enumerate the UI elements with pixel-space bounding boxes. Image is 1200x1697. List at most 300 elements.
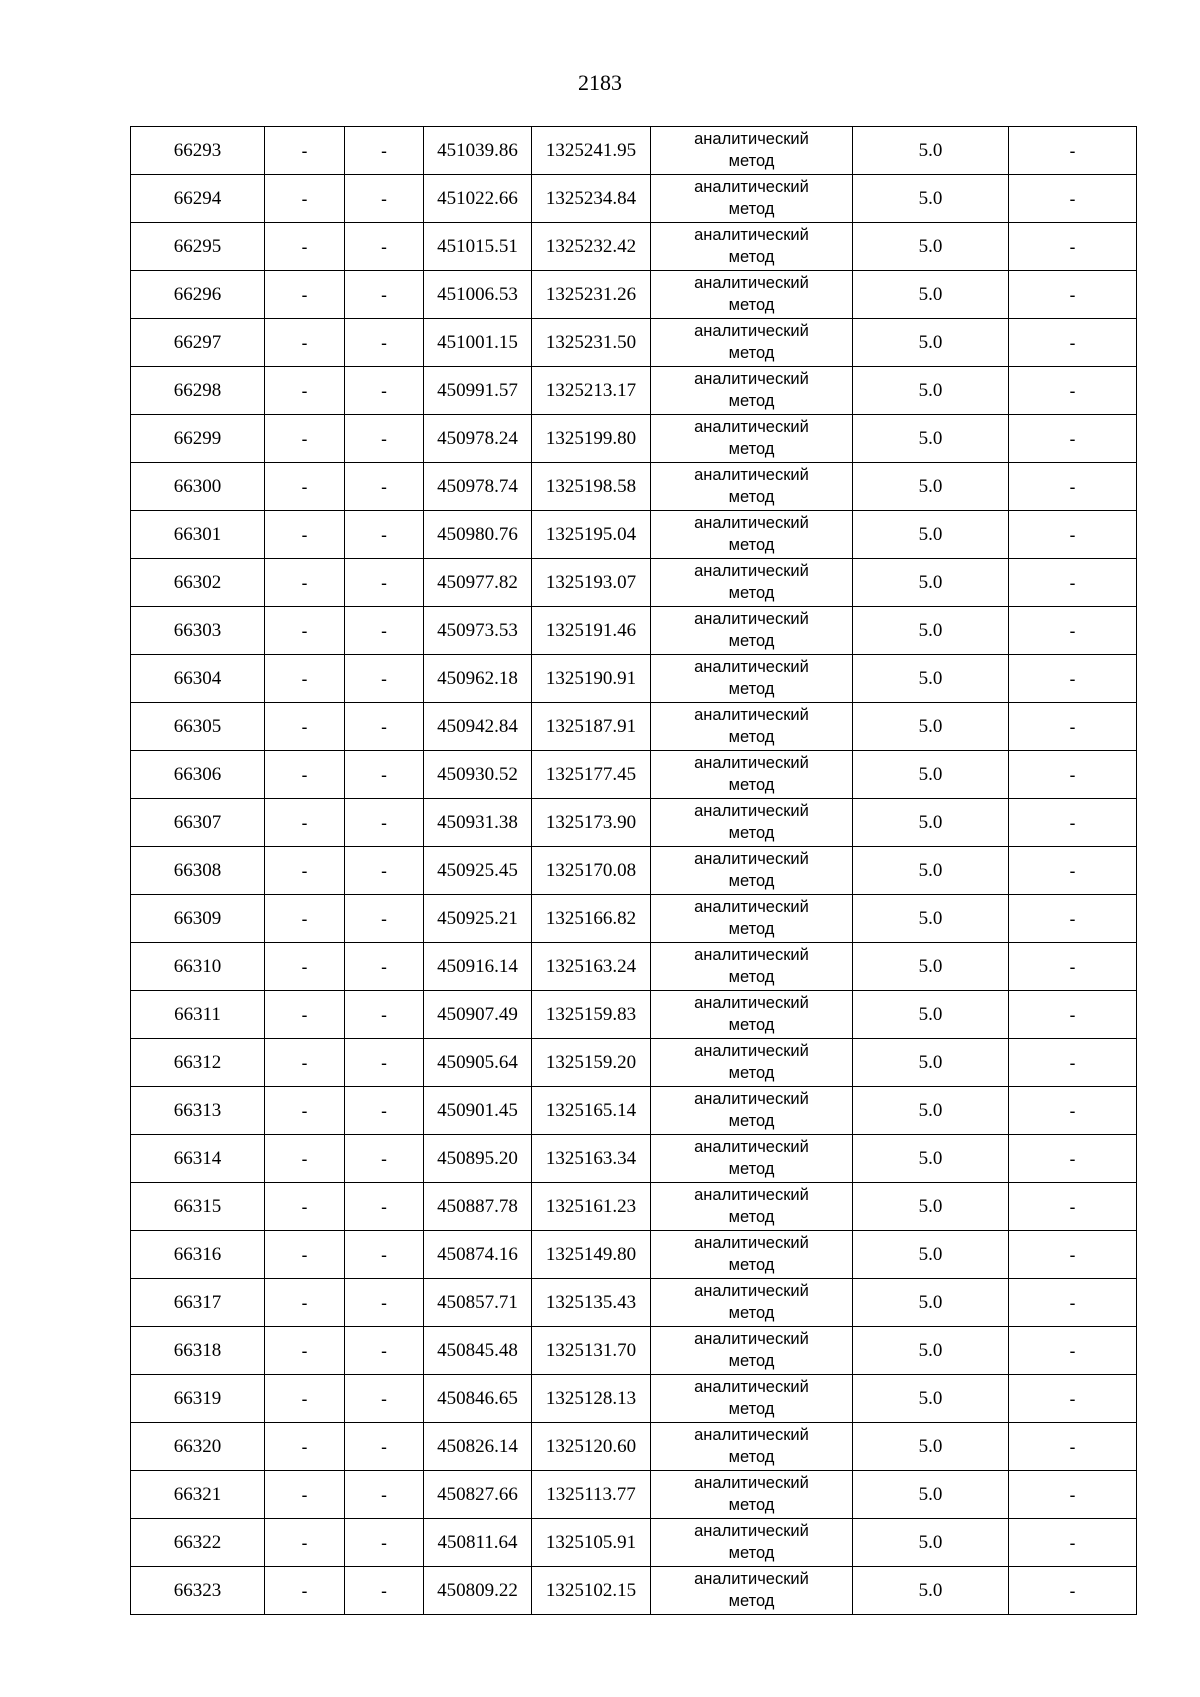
accuracy-cell: 5.0	[853, 127, 1009, 175]
note-cell: -	[1009, 319, 1137, 367]
empty-value-cell: -	[345, 415, 424, 463]
accuracy-cell: 5.0	[853, 511, 1009, 559]
point-id-cell: 66309	[131, 895, 265, 943]
empty-value-cell: -	[265, 1039, 345, 1087]
y-coordinate-cell: 1325173.90	[532, 799, 651, 847]
empty-value-cell: -	[265, 1231, 345, 1279]
empty-value-cell: -	[345, 1519, 424, 1567]
method-cell	[651, 1471, 853, 1519]
method-line-2: метод	[728, 1399, 775, 1418]
y-coordinate-cell: 1325113.77	[532, 1471, 651, 1519]
empty-value-cell: -	[265, 127, 345, 175]
x-coordinate-cell: 450978.74	[424, 463, 532, 511]
point-id-cell: 66298	[131, 367, 265, 415]
accuracy-cell: 5.0	[853, 991, 1009, 1039]
method-line-2: метод	[728, 967, 775, 986]
method-line-2: метод	[728, 343, 775, 362]
x-coordinate-cell: 450826.14	[424, 1423, 532, 1471]
table-row	[131, 271, 1137, 319]
empty-value-cell: -	[265, 1423, 345, 1471]
method-line-2: метод	[728, 1063, 775, 1082]
method-line-1: аналитический	[694, 1522, 809, 1541]
note-cell: -	[1009, 1231, 1137, 1279]
method-line-1: аналитический	[694, 418, 809, 437]
x-coordinate-cell: 451015.51	[424, 223, 532, 271]
method-cell	[651, 271, 853, 319]
point-id-cell: 66310	[131, 943, 265, 991]
accuracy-cell: 5.0	[853, 559, 1009, 607]
point-id-cell: 66302	[131, 559, 265, 607]
method-line-2: метод	[728, 727, 775, 746]
table-row	[131, 1375, 1137, 1423]
method-line-2: метод	[728, 247, 775, 266]
accuracy-cell: 5.0	[853, 1375, 1009, 1423]
method-line-1: аналитический	[694, 994, 809, 1013]
note-cell: -	[1009, 1471, 1137, 1519]
method-cell	[651, 559, 853, 607]
table-row	[131, 655, 1137, 703]
empty-value-cell: -	[345, 1279, 424, 1327]
x-coordinate-cell: 450925.45	[424, 847, 532, 895]
table-row	[131, 1471, 1137, 1519]
table-row	[131, 847, 1137, 895]
y-coordinate-cell: 1325159.20	[532, 1039, 651, 1087]
method-line-2: метод	[728, 1111, 775, 1130]
x-coordinate-cell: 450827.66	[424, 1471, 532, 1519]
empty-value-cell: -	[345, 799, 424, 847]
method-line-2: метод	[728, 1159, 775, 1178]
y-coordinate-cell: 1325120.60	[532, 1423, 651, 1471]
point-id-cell: 66312	[131, 1039, 265, 1087]
note-cell: -	[1009, 463, 1137, 511]
empty-value-cell: -	[265, 1135, 345, 1183]
method-line-1: аналитический	[694, 850, 809, 869]
empty-value-cell: -	[265, 415, 345, 463]
method-line-1: аналитический	[694, 658, 809, 677]
method-cell	[651, 655, 853, 703]
y-coordinate-cell: 1325159.83	[532, 991, 651, 1039]
accuracy-cell: 5.0	[853, 1471, 1009, 1519]
method-line-1: аналитический	[694, 946, 809, 965]
y-coordinate-cell: 1325199.80	[532, 415, 651, 463]
empty-value-cell: -	[345, 847, 424, 895]
note-cell: -	[1009, 751, 1137, 799]
note-cell: -	[1009, 511, 1137, 559]
note-cell: -	[1009, 1375, 1137, 1423]
method-line-2: метод	[728, 871, 775, 890]
y-coordinate-cell: 1325128.13	[532, 1375, 651, 1423]
method-line-1: аналитический	[694, 1090, 809, 1109]
empty-value-cell: -	[345, 223, 424, 271]
empty-value-cell: -	[265, 1279, 345, 1327]
method-cell	[651, 943, 853, 991]
y-coordinate-cell: 1325241.95	[532, 127, 651, 175]
point-id-cell: 66296	[131, 271, 265, 319]
page-number: 2183	[578, 70, 622, 95]
note-cell: -	[1009, 367, 1137, 415]
empty-value-cell: -	[265, 1567, 345, 1615]
method-line-2: метод	[728, 631, 775, 650]
accuracy-cell: 5.0	[853, 319, 1009, 367]
x-coordinate-cell: 450978.24	[424, 415, 532, 463]
method-cell	[651, 991, 853, 1039]
point-id-cell: 66297	[131, 319, 265, 367]
empty-value-cell: -	[345, 703, 424, 751]
accuracy-cell: 5.0	[853, 895, 1009, 943]
method-cell	[651, 1279, 853, 1327]
note-cell: -	[1009, 1423, 1137, 1471]
x-coordinate-cell: 450977.82	[424, 559, 532, 607]
point-id-cell: 66300	[131, 463, 265, 511]
table-row	[131, 415, 1137, 463]
empty-value-cell: -	[265, 463, 345, 511]
y-coordinate-cell: 1325193.07	[532, 559, 651, 607]
accuracy-cell: 5.0	[853, 1279, 1009, 1327]
method-cell	[651, 799, 853, 847]
empty-value-cell: -	[345, 463, 424, 511]
table-row	[131, 1039, 1137, 1087]
empty-value-cell: -	[345, 607, 424, 655]
x-coordinate-cell: 450905.64	[424, 1039, 532, 1087]
accuracy-cell: 5.0	[853, 415, 1009, 463]
method-cell	[651, 1567, 853, 1615]
empty-value-cell: -	[345, 367, 424, 415]
accuracy-cell: 5.0	[853, 1519, 1009, 1567]
method-cell	[651, 367, 853, 415]
note-cell: -	[1009, 175, 1137, 223]
empty-value-cell: -	[345, 1567, 424, 1615]
method-cell	[651, 751, 853, 799]
method-line-2: метод	[728, 679, 775, 698]
table-row	[131, 463, 1137, 511]
point-id-cell: 66293	[131, 127, 265, 175]
y-coordinate-cell: 1325231.50	[532, 319, 651, 367]
point-id-cell: 66320	[131, 1423, 265, 1471]
accuracy-cell: 5.0	[853, 1087, 1009, 1135]
x-coordinate-cell: 450962.18	[424, 655, 532, 703]
x-coordinate-cell: 450980.76	[424, 511, 532, 559]
y-coordinate-cell: 1325131.70	[532, 1327, 651, 1375]
point-id-cell: 66319	[131, 1375, 265, 1423]
note-cell: -	[1009, 847, 1137, 895]
method-line-1: аналитический	[694, 226, 809, 245]
accuracy-cell: 5.0	[853, 655, 1009, 703]
x-coordinate-cell: 450895.20	[424, 1135, 532, 1183]
empty-value-cell: -	[345, 127, 424, 175]
empty-value-cell: -	[345, 1135, 424, 1183]
point-id-cell: 66321	[131, 1471, 265, 1519]
method-line-1: аналитический	[694, 1570, 809, 1589]
note-cell: -	[1009, 223, 1137, 271]
table-row	[131, 559, 1137, 607]
x-coordinate-cell: 450942.84	[424, 703, 532, 751]
method-line-1: аналитический	[694, 898, 809, 917]
empty-value-cell: -	[265, 1327, 345, 1375]
empty-value-cell: -	[265, 1087, 345, 1135]
table-row	[131, 127, 1137, 175]
method-line-2: метод	[728, 1015, 775, 1034]
method-line-1: аналитический	[694, 466, 809, 485]
x-coordinate-cell: 450811.64	[424, 1519, 532, 1567]
y-coordinate-cell: 1325135.43	[532, 1279, 651, 1327]
point-id-cell: 66313	[131, 1087, 265, 1135]
method-cell	[651, 1519, 853, 1567]
accuracy-cell: 5.0	[853, 703, 1009, 751]
x-coordinate-cell: 450907.49	[424, 991, 532, 1039]
method-cell	[651, 223, 853, 271]
point-id-cell: 66323	[131, 1567, 265, 1615]
method-line-2: метод	[728, 1543, 775, 1562]
y-coordinate-cell: 1325198.58	[532, 463, 651, 511]
method-line-1: аналитический	[694, 1282, 809, 1301]
point-id-cell: 66314	[131, 1135, 265, 1183]
empty-value-cell: -	[265, 607, 345, 655]
y-coordinate-cell: 1325165.14	[532, 1087, 651, 1135]
y-coordinate-cell: 1325190.91	[532, 655, 651, 703]
table-row	[131, 751, 1137, 799]
accuracy-cell: 5.0	[853, 1231, 1009, 1279]
accuracy-cell: 5.0	[853, 847, 1009, 895]
method-cell	[651, 511, 853, 559]
y-coordinate-cell: 1325163.24	[532, 943, 651, 991]
method-line-1: аналитический	[694, 802, 809, 821]
point-id-cell: 66294	[131, 175, 265, 223]
point-id-cell: 66317	[131, 1279, 265, 1327]
method-line-2: метод	[728, 1447, 775, 1466]
table-row	[131, 1135, 1137, 1183]
table-row	[131, 1567, 1137, 1615]
table-row	[131, 1327, 1137, 1375]
note-cell: -	[1009, 1183, 1137, 1231]
accuracy-cell: 5.0	[853, 175, 1009, 223]
note-cell: -	[1009, 415, 1137, 463]
empty-value-cell: -	[345, 895, 424, 943]
method-line-1: аналитический	[694, 1330, 809, 1349]
y-coordinate-cell: 1325232.42	[532, 223, 651, 271]
note-cell: -	[1009, 1519, 1137, 1567]
empty-value-cell: -	[345, 1375, 424, 1423]
method-line-2: метод	[728, 487, 775, 506]
method-line-2: метод	[728, 775, 775, 794]
x-coordinate-cell: 451022.66	[424, 175, 532, 223]
x-coordinate-cell: 450846.65	[424, 1375, 532, 1423]
method-line-2: метод	[728, 1591, 775, 1610]
method-line-1: аналитический	[694, 1042, 809, 1061]
method-line-2: метод	[728, 151, 775, 170]
x-coordinate-cell: 450925.21	[424, 895, 532, 943]
note-cell: -	[1009, 1567, 1137, 1615]
method-cell	[651, 1135, 853, 1183]
empty-value-cell: -	[345, 271, 424, 319]
empty-value-cell: -	[265, 895, 345, 943]
method-line-2: метод	[728, 535, 775, 554]
empty-value-cell: -	[345, 991, 424, 1039]
point-id-cell: 66311	[131, 991, 265, 1039]
empty-value-cell: -	[345, 559, 424, 607]
table-body	[131, 127, 1137, 1615]
x-coordinate-cell: 450991.57	[424, 367, 532, 415]
method-cell	[651, 1375, 853, 1423]
note-cell: -	[1009, 799, 1137, 847]
empty-value-cell: -	[345, 1423, 424, 1471]
y-coordinate-cell: 1325166.82	[532, 895, 651, 943]
x-coordinate-cell: 450809.22	[424, 1567, 532, 1615]
method-line-1: аналитический	[694, 562, 809, 581]
method-line-2: метод	[728, 1495, 775, 1514]
y-coordinate-cell: 1325163.34	[532, 1135, 651, 1183]
x-coordinate-cell: 450916.14	[424, 943, 532, 991]
table-row	[131, 1423, 1137, 1471]
point-id-cell: 66318	[131, 1327, 265, 1375]
x-coordinate-cell: 450874.16	[424, 1231, 532, 1279]
method-line-2: метод	[728, 1351, 775, 1370]
method-cell	[651, 1231, 853, 1279]
accuracy-cell: 5.0	[853, 1423, 1009, 1471]
empty-value-cell: -	[265, 511, 345, 559]
point-id-cell: 66304	[131, 655, 265, 703]
table-row	[131, 799, 1137, 847]
x-coordinate-cell: 450901.45	[424, 1087, 532, 1135]
method-line-1: аналитический	[694, 370, 809, 389]
accuracy-cell: 5.0	[853, 463, 1009, 511]
empty-value-cell: -	[265, 943, 345, 991]
method-line-2: метод	[728, 439, 775, 458]
x-coordinate-cell: 451039.86	[424, 127, 532, 175]
accuracy-cell: 5.0	[853, 271, 1009, 319]
note-cell: -	[1009, 559, 1137, 607]
note-cell: -	[1009, 943, 1137, 991]
note-cell: -	[1009, 703, 1137, 751]
empty-value-cell: -	[265, 991, 345, 1039]
y-coordinate-cell: 1325105.91	[532, 1519, 651, 1567]
method-cell	[651, 847, 853, 895]
method-cell	[651, 895, 853, 943]
empty-value-cell: -	[345, 1327, 424, 1375]
method-cell	[651, 1327, 853, 1375]
note-cell: -	[1009, 271, 1137, 319]
x-coordinate-cell: 450973.53	[424, 607, 532, 655]
method-cell	[651, 1183, 853, 1231]
method-line-1: аналитический	[694, 514, 809, 533]
empty-value-cell: -	[265, 1519, 345, 1567]
method-cell	[651, 607, 853, 655]
empty-value-cell: -	[265, 367, 345, 415]
note-cell: -	[1009, 1087, 1137, 1135]
method-line-1: аналитический	[694, 1378, 809, 1397]
x-coordinate-cell: 450857.71	[424, 1279, 532, 1327]
method-line-2: метод	[728, 199, 775, 218]
table-row	[131, 1087, 1137, 1135]
empty-value-cell: -	[265, 175, 345, 223]
note-cell: -	[1009, 991, 1137, 1039]
table-row	[131, 607, 1137, 655]
empty-value-cell: -	[345, 943, 424, 991]
method-line-2: метод	[728, 1255, 775, 1274]
point-id-cell: 66303	[131, 607, 265, 655]
method-line-2: метод	[728, 391, 775, 410]
table-row	[131, 319, 1137, 367]
method-line-1: аналитический	[694, 1426, 809, 1445]
note-cell: -	[1009, 127, 1137, 175]
accuracy-cell: 5.0	[853, 1135, 1009, 1183]
point-id-cell: 66301	[131, 511, 265, 559]
method-cell	[651, 175, 853, 223]
x-coordinate-cell: 450845.48	[424, 1327, 532, 1375]
accuracy-cell: 5.0	[853, 943, 1009, 991]
y-coordinate-cell: 1325195.04	[532, 511, 651, 559]
note-cell: -	[1009, 1135, 1137, 1183]
method-line-2: метод	[728, 1207, 775, 1226]
note-cell: -	[1009, 1279, 1137, 1327]
accuracy-cell: 5.0	[853, 1327, 1009, 1375]
table-row	[131, 1279, 1137, 1327]
table-row	[131, 511, 1137, 559]
empty-value-cell: -	[345, 1039, 424, 1087]
y-coordinate-cell: 1325102.15	[532, 1567, 651, 1615]
y-coordinate-cell: 1325191.46	[532, 607, 651, 655]
method-line-1: аналитический	[694, 610, 809, 629]
empty-value-cell: -	[345, 1231, 424, 1279]
empty-value-cell: -	[345, 1183, 424, 1231]
empty-value-cell: -	[265, 559, 345, 607]
note-cell: -	[1009, 895, 1137, 943]
empty-value-cell: -	[265, 223, 345, 271]
point-id-cell: 66307	[131, 799, 265, 847]
x-coordinate-cell: 450887.78	[424, 1183, 532, 1231]
accuracy-cell: 5.0	[853, 1567, 1009, 1615]
method-cell	[651, 1423, 853, 1471]
method-cell	[651, 1039, 853, 1087]
table-row	[131, 1231, 1137, 1279]
method-line-1: аналитический	[694, 1138, 809, 1157]
empty-value-cell: -	[265, 799, 345, 847]
empty-value-cell: -	[345, 751, 424, 799]
x-coordinate-cell: 451006.53	[424, 271, 532, 319]
method-line-1: аналитический	[694, 1186, 809, 1205]
empty-value-cell: -	[265, 319, 345, 367]
empty-value-cell: -	[265, 751, 345, 799]
method-line-2: метод	[728, 919, 775, 938]
table-row	[131, 367, 1137, 415]
empty-value-cell: -	[265, 655, 345, 703]
y-coordinate-cell: 1325231.26	[532, 271, 651, 319]
method-line-2: метод	[728, 1303, 775, 1322]
method-line-1: аналитический	[694, 178, 809, 197]
table-row	[131, 1519, 1137, 1567]
table-row	[131, 991, 1137, 1039]
point-id-cell: 66306	[131, 751, 265, 799]
method-line-1: аналитический	[694, 754, 809, 773]
y-coordinate-cell: 1325213.17	[532, 367, 651, 415]
method-line-1: аналитический	[694, 1234, 809, 1253]
table-row	[131, 1183, 1137, 1231]
method-line-2: метод	[728, 823, 775, 842]
note-cell: -	[1009, 1327, 1137, 1375]
table-row	[131, 703, 1137, 751]
empty-value-cell: -	[265, 1183, 345, 1231]
point-id-cell: 66322	[131, 1519, 265, 1567]
y-coordinate-cell: 1325170.08	[532, 847, 651, 895]
y-coordinate-cell: 1325187.91	[532, 703, 651, 751]
method-line-2: метод	[728, 295, 775, 314]
x-coordinate-cell: 450931.38	[424, 799, 532, 847]
point-id-cell: 66315	[131, 1183, 265, 1231]
method-line-1: аналитический	[694, 322, 809, 341]
empty-value-cell: -	[265, 847, 345, 895]
method-line-1: аналитический	[694, 274, 809, 293]
accuracy-cell: 5.0	[853, 223, 1009, 271]
y-coordinate-cell: 1325177.45	[532, 751, 651, 799]
